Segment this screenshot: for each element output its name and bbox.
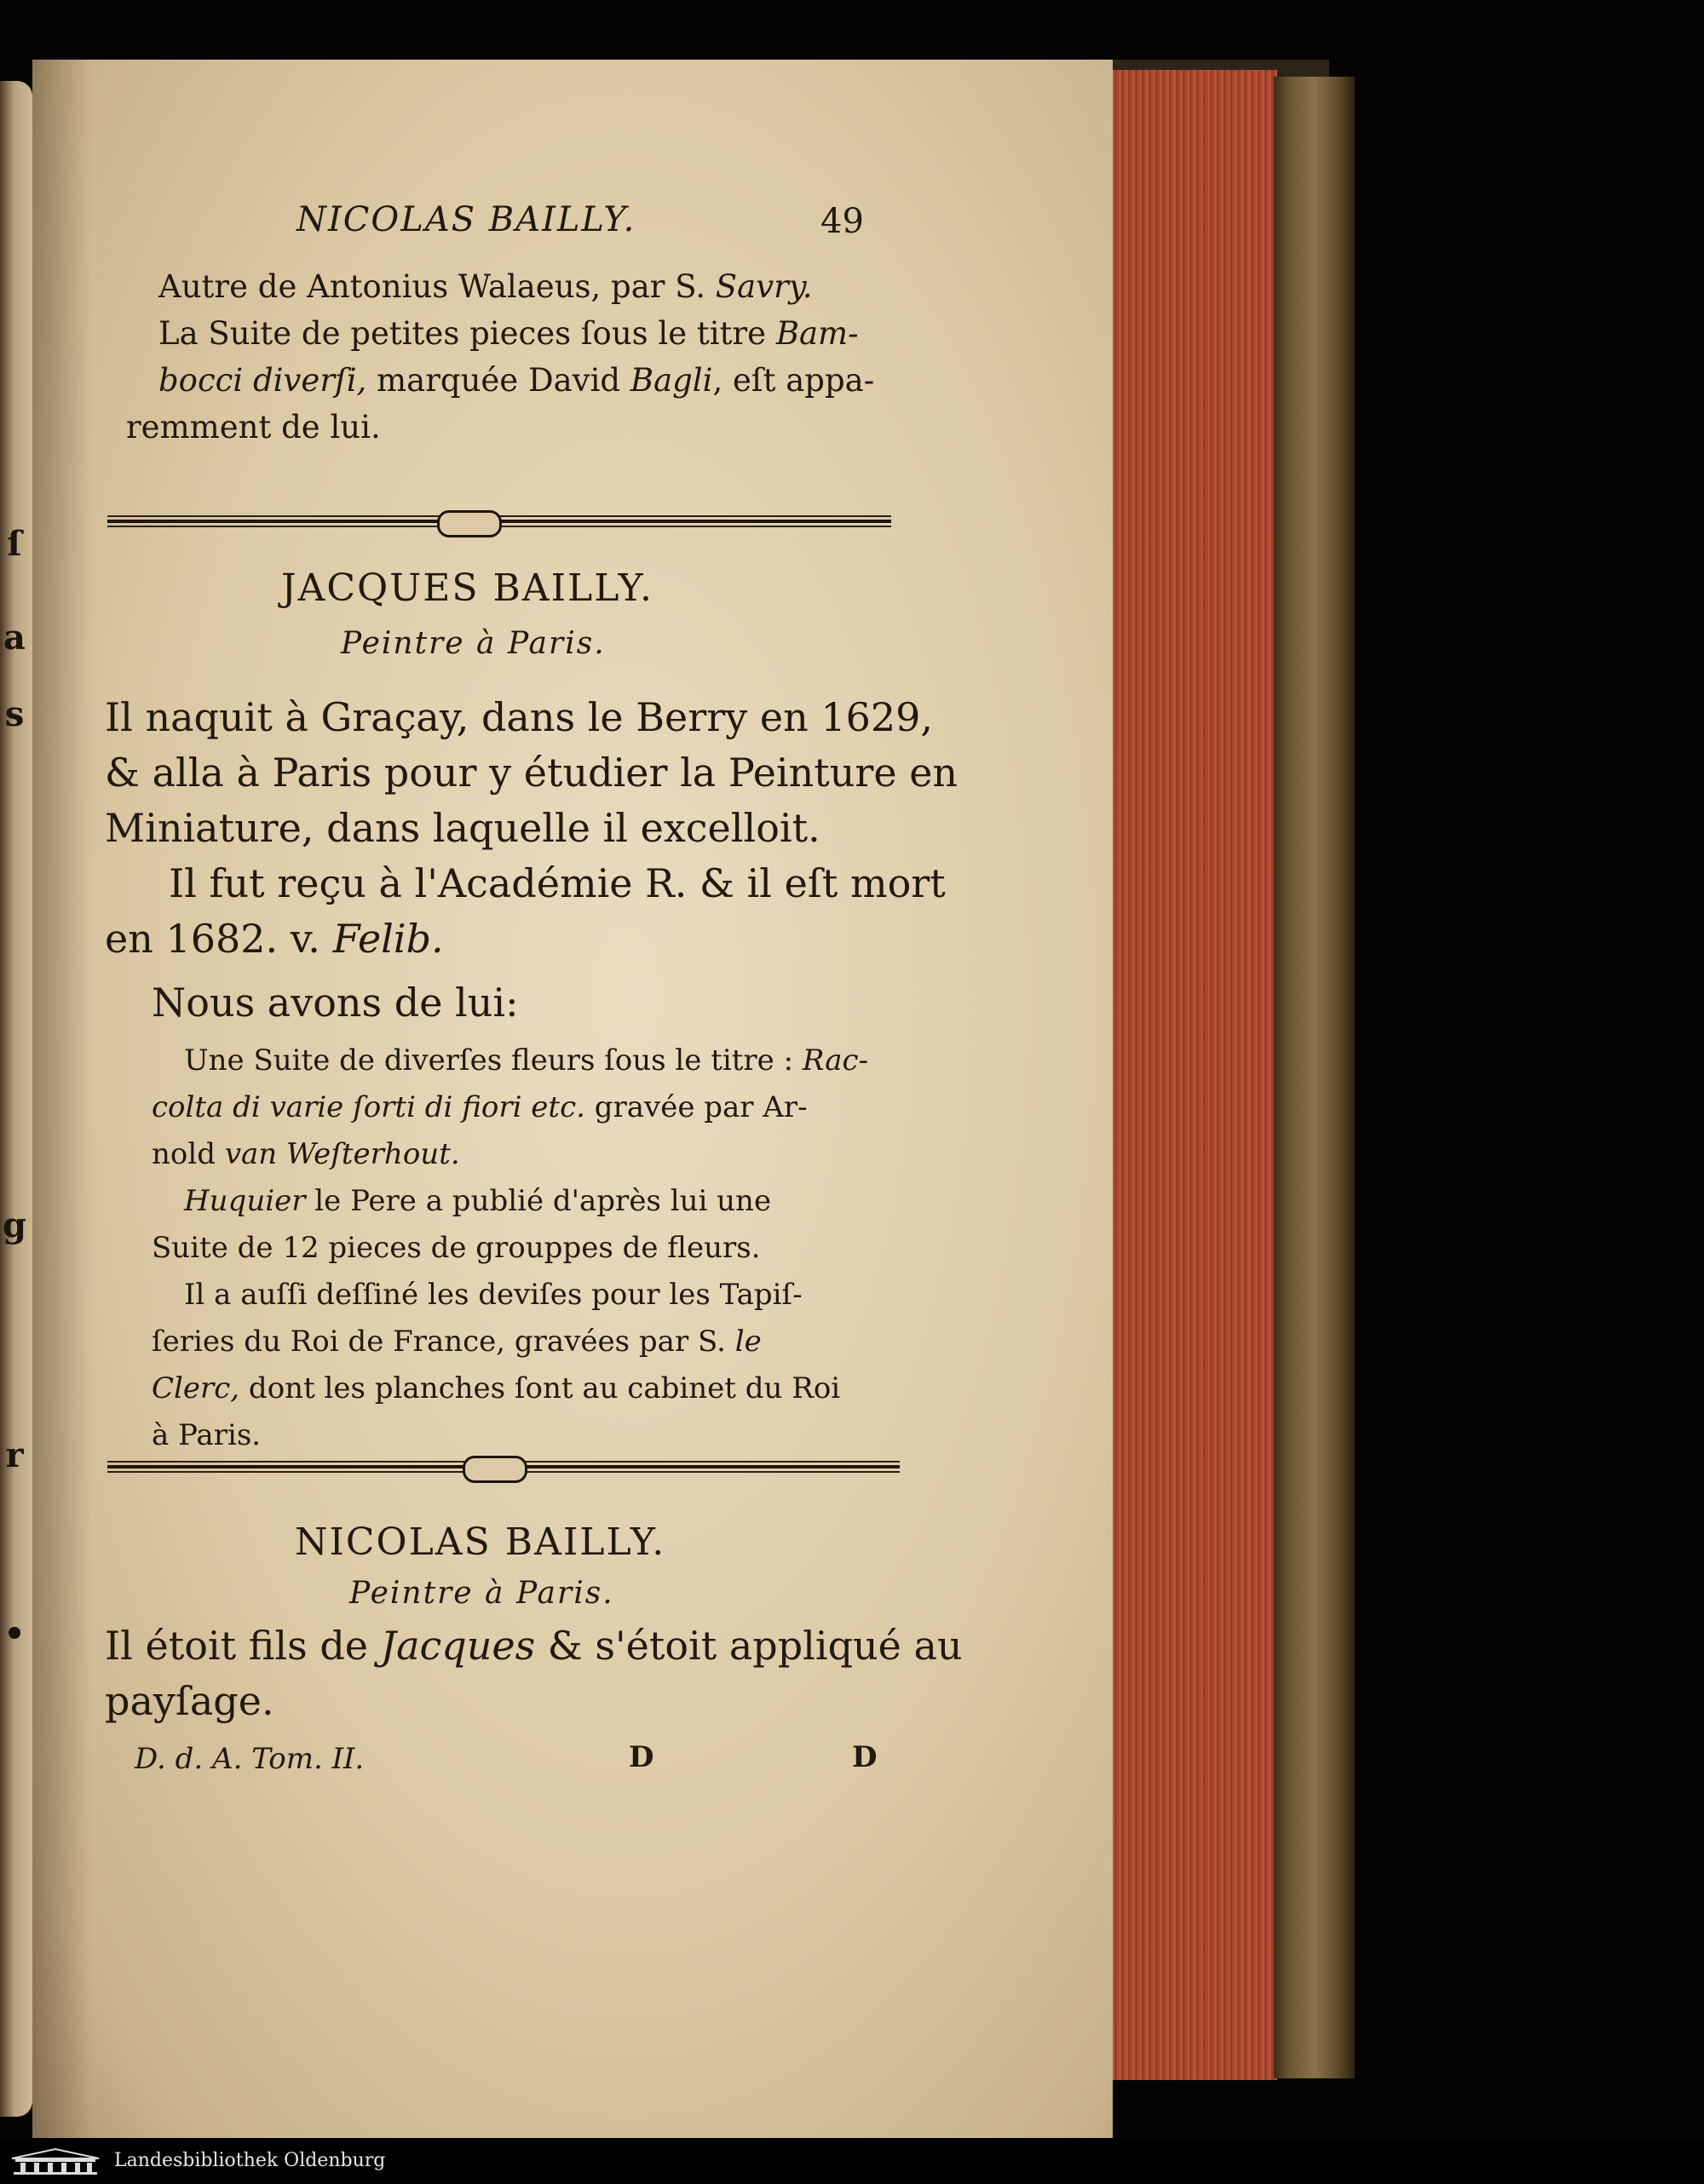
divider-ornament	[437, 510, 502, 537]
text-line: colta di varie ſorti di fiori etc. gravée par Ar-	[152, 1090, 808, 1124]
catchword: D	[852, 1740, 878, 1774]
text-line: ſeries du Roi de France, gravées par S. le	[152, 1325, 762, 1359]
left-page-edge	[0, 81, 32, 2117]
page	[32, 60, 1113, 2138]
text-line: Il a auſſi deſſiné les deviſes pour les Tapiſ-	[184, 1278, 803, 1312]
section-title: JACQUES BAILLY.	[281, 566, 653, 610]
text-line: La Suite de petites pieces ſous le titre Bam-	[158, 315, 859, 352]
works-heading: Nous avons de lui:	[152, 980, 519, 1026]
section-subtitle: Peintre à Paris.	[349, 1576, 614, 1611]
text-line: Clerc, dont les planches ſont au cabinet du Roi	[152, 1371, 841, 1405]
text-line: en 1682. v. Felib.	[105, 916, 444, 962]
page-edges-red	[1108, 70, 1277, 2080]
text-line: bocci diverſi, marquée David Bagli, eſt appa-	[158, 362, 875, 399]
signature-mark: D. d. A. Tom. II.	[135, 1742, 365, 1776]
text-line: & alla à Paris pour y étudier la Peinture en	[105, 750, 958, 796]
library-building-icon	[9, 2147, 102, 2175]
text-line: remment de lui.	[126, 409, 381, 445]
text-line: à Paris.	[152, 1418, 262, 1452]
text-line: Huquier le Pere a publié d'après lui une	[184, 1184, 772, 1218]
page-number: 49	[820, 202, 864, 241]
text-line: nold van Weſterhout.	[152, 1137, 460, 1171]
section-subtitle: Peintre à Paris.	[341, 626, 606, 661]
divider-ornament	[463, 1456, 527, 1483]
book-cover	[1274, 77, 1355, 2078]
text-line: Il étoit fils de Jacques & s'étoit appliqué au	[105, 1623, 963, 1669]
left-page-marks: ſ a s g r •	[3, 524, 26, 1654]
footer-bar	[0, 2138, 1704, 2184]
text-line: Autre de Antonius Walaeus, par S. Savry.	[158, 268, 813, 305]
text-line: Il fut reçu à l'Académie R. & il eſt mort	[169, 860, 946, 906]
footer-label: Landesbibliothek Oldenburg	[114, 2150, 386, 2171]
section-title: NICOLAS BAILLY.	[295, 1520, 666, 1564]
text-line: Suite de 12 pieces de grouppes de fleurs.	[152, 1231, 761, 1265]
text-line: Miniature, dans laquelle il excelloit.	[105, 805, 820, 851]
text-line: Une Suite de diverſes fleurs ſous le titre : Rac-	[184, 1043, 869, 1078]
spine-shadow	[32, 60, 92, 2138]
running-head: NICOLAS BAILLY.	[296, 200, 636, 239]
text-line: payſage.	[105, 1678, 274, 1724]
text-line: Il naquit à Graçay, dans le Berry en 1629,	[105, 694, 934, 740]
signature-letter: D	[629, 1740, 654, 1774]
